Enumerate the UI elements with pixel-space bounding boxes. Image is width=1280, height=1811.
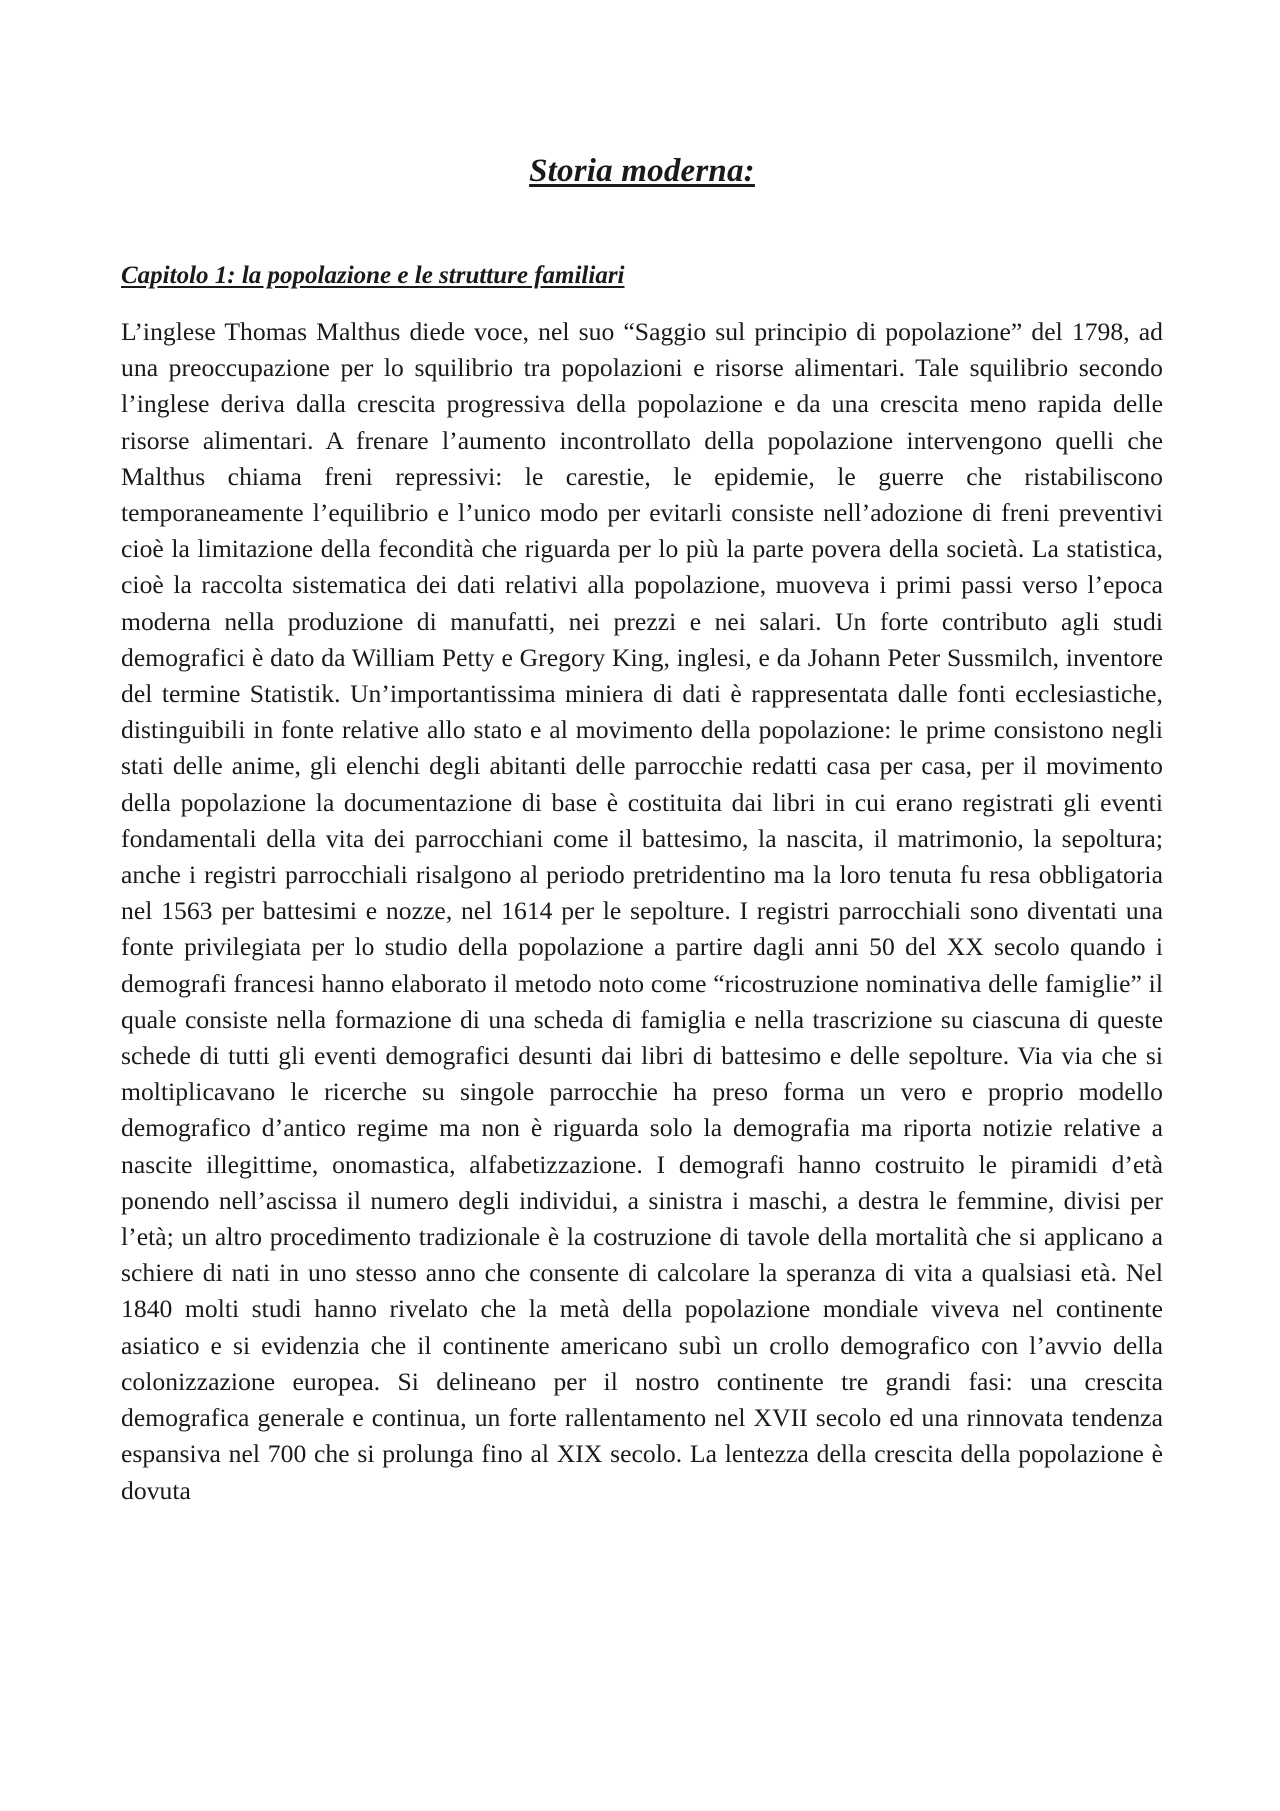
chapter-heading: Capitolo 1: la popolazione e le strutture familiari [121,262,625,289]
document-title: Storia moderna: [529,153,755,189]
chapter-body-paragraph: L’inglese Thomas Malthus diede voce, nel suo “Saggio sul principio di popolazione” del 1798, ad una preoccupazione per lo squilibrio tra popolazioni e risorse alimentari. Tale squilibrio secondo l’inglese deriva dalla crescita progressiva della popolazione e da una crescita meno rapida delle risorse alimentari. A frenare l’aumento incontrollato della popolazione intervengono quelli che Malthus chiama freni repressivi: le carestie, le epidemie, le guerre che ristabiliscono temporaneamente l’equilibrio e l’unico modo per evitarli consiste nell’adozione di freni preventivi cioè la limitazione della fecondità che riguarda per lo più la parte povera della società. La statistica, cioè la raccolta sistematica dei dati relativi alla popolazione, muoveva i primi passi verso l’epoca moderna nella produzione di manufatti, nei prezzi e nei salari. Un forte contributo agli studi demografici è dato da William Petty e Gregory King, inglesi, e da Johann Peter Sussmilch, inventore del termine Statistik. Un’importantissima miniera di dati è rappresentata dalle fonti ecclesiastiche, distinguibili in fonte relative allo stato e al movimento della popolazione: le prime consistono negli stati delle anime, gli elenchi degli abitanti delle parrocchie redatti casa per casa, per il movimento della popolazione la documentazione di base è costituita dai libri in cui erano registrati gli eventi fondamentali della vita dei parrocchiani come il battesimo, la nascita, il matrimonio, la sepoltura; anche i registri parrocchiali risalgono al periodo pretridentino ma la loro tenuta fu resa obbligatoria nel 1563 per battesimi e nozze, nel 1614 per le sepolture. I registri parrocchiali sono diventati una fonte privilegiata per lo studio della popolazione a partire dagli anni 50 del XX secolo quando i demografi francesi hanno elaborato il metodo noto come “ricostruzione nominativa delle famiglie” il quale consiste nella formazione di una scheda di famiglia e nella trascrizione su ciascuna di queste schede di tutti gli eventi demografici desunti dai libri di battesimo e delle sepolture. Via via che si moltiplicavano le ricerche su singole parrocchie ha preso forma un vero e proprio modello demografico d’antico regime ma non è riguarda solo la demografia ma riporta notizie relative a nascite illegittime, onomastica, alfabetizzazione. I demografi hanno costruito le piramidi d’età ponendo nell’ascissa il numero degli individui, a sinistra i maschi, a destra le femmine, divisi per l’età; un altro procedimento tradizionale è la costruzione di tavole della mortalità che si applicano a schiere di nati in uno stesso anno che consente di calcolare la speranza di vita a qualsiasi età. Nel 1840 molti studi hanno rivelato che la metà della popolazione mondiale viveva nel continente asiatico e si evidenzia che il continente americano subì un crollo demografico con l’avvio della colonizzazione europea. Si delineano per il nostro continente tre grandi fasi: una crescita demografica generale e continua, un forte rallentamento nel XVII secolo ed una rinnovata tendenza espansiva nel 700 che si prolunga fino al XIX secolo. La lentezza della crescita della popolazione è dovuta [121,317,1163,1505]
